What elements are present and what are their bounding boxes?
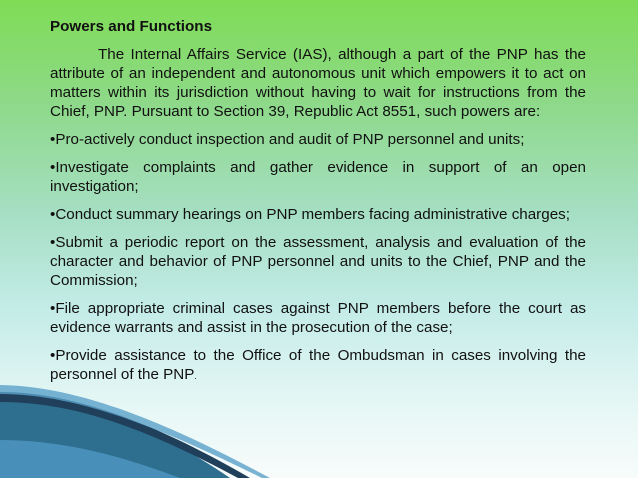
bullet-item: •Investigate complaints and gather evidence in support of an open investigation; [50,159,586,195]
bullet-item: •Submit a periodic report on the assessment, analysis and evaluation of the character and behavior of PNP personnel and units to the Chief, PNP and the Commission; [50,234,586,289]
slide-content [50,17,586,395]
page-title: Powers and Functions [50,18,213,35]
bullet-item [50,346,586,386]
bullet-tail: . [194,371,197,381]
intro-paragraph [50,45,586,121]
bullet-item: •Conduct summary hearings on PNP members facing administrative charges; [50,206,570,223]
bullet-item: •File appropriate criminal cases against PNP members before the court as evidence warrants and assist in the prosecution of the case; [50,300,586,336]
bullet-item: •Pro-actively conduct inspection and audit of PNP personnel and units; [50,131,525,148]
intro-text: The Internal Affairs Service (IAS), although a part of the PNP has the attribute of an independent and autonomous unit which empowers it to act on matters within its jurisdiction without having to wait for instructions from the Chief, PNP. Pursuant to Section 39, Republic Act 8551, such powers are: [50,46,586,120]
bullet-text: •Provide assistance to the Office of the Ombudsman in cases involving the personnel of the PNP [50,347,586,383]
